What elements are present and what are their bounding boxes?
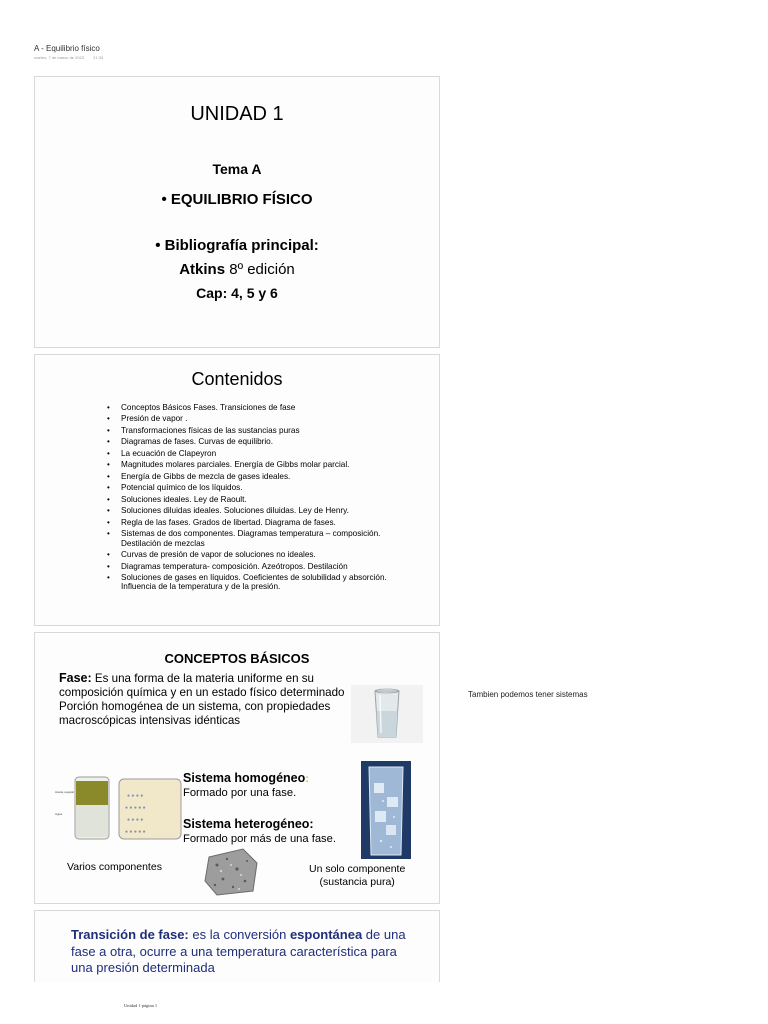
beakers-image [55,773,187,845]
list-item: • Potencial químico de los líquidos. [107,483,397,492]
page-footer: Unidad 1 página 1 [124,1003,158,1008]
slide-3 [34,632,440,904]
varios-componentes: Varios componentes [67,861,162,873]
fase-definition [59,671,359,728]
list-item: • Conceptos Básicos Fases. Transiciones de fase [107,403,397,412]
svg-text:● ● ● ●: ● ● ● ● [127,817,144,823]
heterogeneous-system [183,817,336,846]
transicion-text-1: es la conversión [188,927,290,942]
atkins-bold: Atkins [179,261,226,278]
water-glass-image [351,685,423,743]
fase-text: Es una forma de la materia uniforme en su composición química y en un estado físico determinado [59,672,345,699]
page-date [34,55,111,60]
list-item: • Curvas de presión de vapor de soluciones no ideales. [107,550,397,559]
fase-text-2: Porción homogénea de un sistema, con propiedades macroscópicas intensivas idénticas [59,700,331,727]
slide1-bibliografia: • Bibliografía principal: [155,237,319,254]
transicion-text-2: de una fase a otra, ocurre a una temperatura característica para una presión determinada [71,927,406,975]
hom-label: Sistema homogéneo [183,771,306,785]
het-label: Sistema heterogéneo: [183,817,314,831]
page-title: A - Equilibrio físico [34,44,100,53]
ice-glass-image [361,761,411,859]
slide3-title: CONCEPTOS BÁSICOS [164,651,310,666]
list-item: • Regla de las fases. Grados de libertad. Diagrama de fases. [107,518,397,527]
list-item: • Sistemas de dos componentes. Diagramas temperatura – composición. Destilación de mezclas [107,529,397,548]
list-item: • Soluciones ideales. Ley de Raoult. [107,495,397,504]
list-item: • Transformaciones físicas de las sustancias puras [107,426,397,435]
slide-2 [34,354,440,626]
svg-text:● ● ● ●: ● ● ● ● [127,793,144,799]
slide2-title: Contenidos [191,369,283,389]
hom-colon: : [305,773,309,785]
hom-text: Formado por una fase. [183,787,297,799]
list-item: • Presión de vapor . [107,414,397,423]
slide1-title: UNIDAD 1 [190,103,284,125]
list-item: • Magnitudes molares parciales. Energía de Gibbs molar parcial. [107,460,397,469]
list-item: • Diagramas temperatura- composición. Azeótropos. Destilación [107,562,397,571]
solo-line-2: (sustancia pura) [319,876,395,888]
slide1-equilibrio: • EQUILIBRIO FÍSICO [161,191,313,208]
homogeneous-system [183,771,309,800]
contents-list [107,403,397,593]
date-text: martes, 7 de marzo de 2023 [34,55,85,60]
svg-text:● ● ● ● ●: ● ● ● ● ● [125,829,146,835]
beaker-label-water: Agua [55,812,63,816]
slide1-cap: Cap: 4, 5 y 6 [196,285,278,301]
slide1-tema: Tema A [212,161,262,177]
transicion-label: Transición de fase: [71,927,189,942]
list-item: • La ecuación de Clapeyron [107,449,397,458]
fase-label: Fase: [59,671,92,685]
beaker-label-oil: Aceite vegetal [55,790,74,794]
slide1-atkins [35,261,439,278]
slide-4 [34,910,440,982]
svg-text:● ● ● ● ●: ● ● ● ● ● [125,805,146,811]
solo-line-1: Un solo componente [309,863,406,875]
het-text: Formado por más de una fase. [183,833,336,845]
list-item: • Energía de Gibbs de mezcla de gases ideales. [107,472,397,481]
list-item: • Soluciones de gases en líquidos. Coeficientes de solubilidad y absorción. Influencia de la temperatura y de la presión. [107,573,397,592]
granite-rock-image [203,847,259,897]
list-item: • Soluciones diluidas ideales. Soluciones diluidas. Ley de Henry. [107,506,397,515]
un-solo-componente [309,863,405,889]
time-text: 21:33 [93,55,104,60]
transicion-definition [71,927,411,977]
slide-1 [34,76,440,348]
atkins-edition: 8º edición [225,261,295,278]
side-note: Tambien podemos tener sistemas [468,690,588,699]
espontanea-bold: espontánea [289,927,363,942]
list-item: • Diagramas de fases. Curvas de equilibrio. [107,437,397,446]
